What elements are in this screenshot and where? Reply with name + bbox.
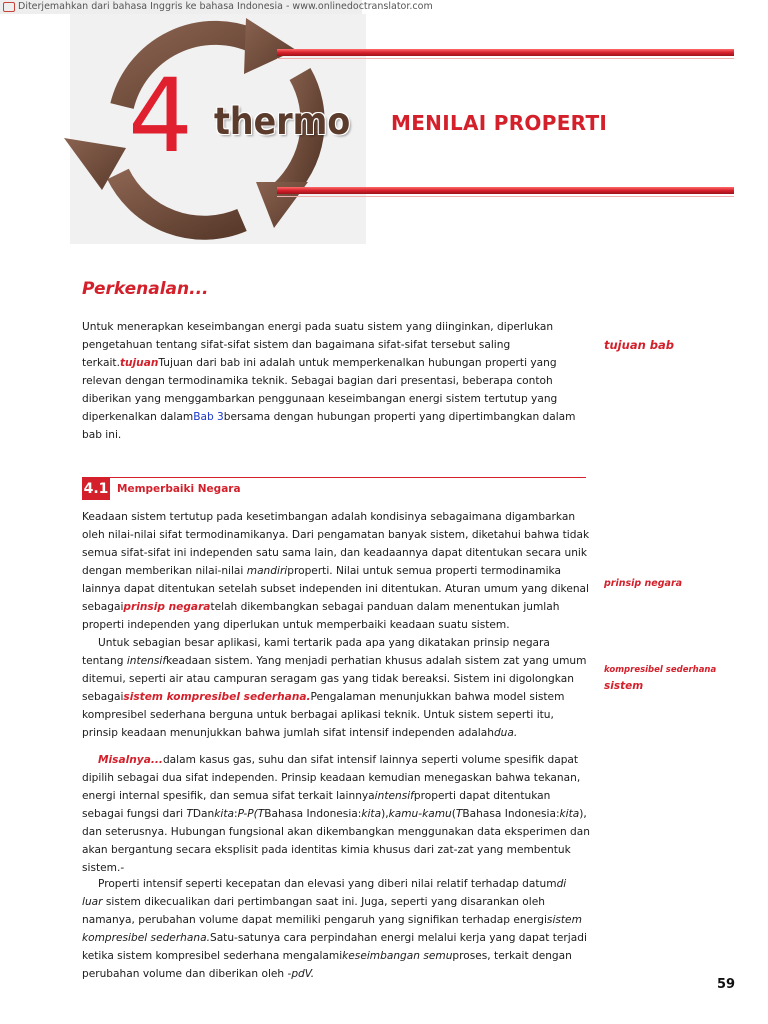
term-sistem-kompresibel: sistem kompresibel sederhana. (123, 691, 311, 703)
section-paragraph-1: Keadaan sistem tertutup pada kesetimbangan adalah kondisinya sebagaimana digambarkan oleh nilai-nilai sifat termodinamikanya. Dari pengamatan banyak sistem, diketahui bahwa tidak semua sifat-sifat ini independen satu sama lain, dan keadaannya dapat ditentukan secara unik dengan memberikan nilai-nilai mandiriproperti. Nilai untuk semua properti termodinamika lainnya dapat ditentukan setelah subset independen ini ditentukan. Aturan umum yang dikenal sebagaiprinsip negaratelah dikembangkan sebagai panduan dalam menentukan jumlah properti independen yang diperlukan untuk memperbaiki keadaan suatu sistem. Untuk sebagian besar aplikasi, kami tertarik pada apa yang dikatakan prinsip negara tentang intensifkeadaan sistem. Yang menjadi perhatian khusus adalah sistem zat yang umum ditemui, seperti air atau campuran seragam gas yang tidak bereaksi. Sistem ini digolongkan sebagaisistem kompresibel sederhana.Pengalaman menunjukkan bahwa model sistem kompresibel sederhana berguna untuk berbagai aplikasi teknik. Untuk sistem seperti itu, prinsip keadaan menunjukkan bahwa jumlah sifat intensif independen adalahdua. (82, 511, 590, 739)
term-misalnya: Misalnya... (98, 754, 163, 766)
term-prinsip-negara: prinsip negara (123, 601, 211, 613)
translator-icon (3, 2, 15, 12)
section-rule (82, 477, 586, 478)
section-title: Memperbaiki Negara (117, 483, 241, 495)
margin-note-sistem: sistem (604, 680, 644, 692)
margin-note-prinsip-negara: prinsip negara (604, 578, 683, 589)
page-number: 59 (717, 977, 736, 992)
intro-paragraph: Untuk menerapkan keseimbangan energi pada suatu sistem yang diinginkan, diperlukan pengetahuan tentang sifat-sifat sistem dan bagaimana sifat-sifat tersebut saling terkait.tujuanTujuan dari bab ini adalah untuk memperkenalkan hubungan properti yang relevan dengan termodinamika teknik. Sebagai bagian dari presentasi, beberapa contoh diberikan yang menggambarkan penggunaan keseimbangan energi sistem tertutup yang diperkenalkan dalamBab 3bersama dengan hubungan properti yang dipertimbangkan dalam bab ini. (82, 321, 576, 441)
margin-note-kompresibel: kompresibel sederhana (604, 665, 717, 675)
chapter-3-link[interactable]: Bab 3 (193, 411, 224, 423)
translator-banner[interactable] (0, 0, 433, 14)
example-paragraph: Misalnya...dalam kasus gas, suhu dan sifat intensif lainnya seperti volume spesifik dapat dipilih sebagai dua sifat independen. Prinsip keadaan kemudian menegaskan bahwa tekanan, energi internal spesifik, dan semua sifat terkait lainnyaintensifproperti dapat ditentukan sebagai fungsi dari TDankita:P-P(TBahasa Indonesia:kita),kamu-kamu(TBahasa Indonesia:kita), dan seterusnya. Hubungan fungsional akan dikembangkan menggunakan data eksperimen dan akan bergantung secara eksplisit pada identitas kimia khusus dari zat-zat yang membentuk sistem.- (82, 754, 590, 874)
margin-note-chapter-goal: tujuan bab (604, 338, 674, 352)
chapter-title: MENILAI PROPERTI (391, 111, 608, 135)
section-number: 4.1 (82, 478, 110, 500)
section-paragraph-4: Properti intensif seperti kecepatan dan elevasi yang diberi nilai relatif terhadap datumdi luar sistem dikecualikan dari pertimbangan saat ini. Juga, seperti yang disarankan oleh namanya, perubahan volume dapat memiliki pengaruh yang signifikan terhadap energisistem kompresibel sederhana.Satu-satunya cara perpindahan energi melalui kerja yang dapat terjadi ketika sistem kompresibel sederhana mengalamikeseimbangan semuproses, terkait dengan perubahan volume dan diberikan oleh -pdV. (82, 878, 587, 980)
header-rule-top (277, 49, 734, 56)
header-rule-bottom-shadow (277, 196, 734, 197)
translator-banner-text[interactable]: Diterjemahkan dari bahasa Inggris ke bahasa Indonesia - www.onlinedoctranslator.com (18, 1, 433, 12)
chapter-number: 4 (128, 57, 193, 176)
intro-heading: Perkenalan... (82, 279, 209, 299)
thermo-logo-text: thermo (214, 100, 351, 143)
term-tujuan: tujuan (119, 357, 159, 369)
header-rule-bottom (277, 187, 734, 194)
header-rule-top-shadow (277, 58, 734, 59)
